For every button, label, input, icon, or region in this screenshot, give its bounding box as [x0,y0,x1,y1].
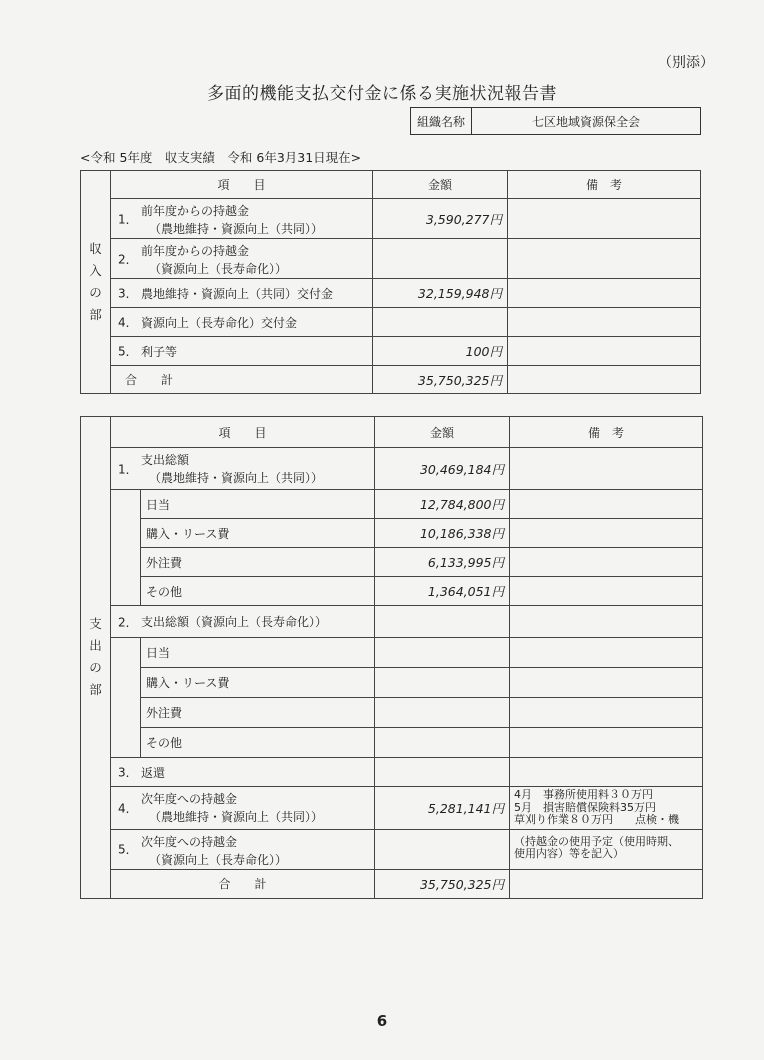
document-title: 多面的機能支払交付金に係る実施状況報告書 [207,84,557,104]
remarks-cell[interactable] [508,239,701,279]
expense-amount-2 [375,606,510,638]
remarks-cell[interactable] [510,490,703,519]
table-row: 5． 利子等 100円 [81,337,701,366]
income-amount-2 [373,239,508,279]
header-remarks: 備 考 [510,417,703,448]
income-section-label: 収 入 の 部 [81,171,111,394]
expense-sub-amount [375,668,510,698]
attachment-note: （別添） [658,55,714,71]
table-row: その他 1,364,051円 [81,577,703,606]
remarks-cell[interactable] [510,638,703,668]
table-row: 3． 返還 [81,758,703,787]
remarks-cell[interactable] [510,519,703,548]
table-row: 1． 前年度からの持越金 （農地維持・資源向上（共同）） 3,590,277円 [81,199,701,239]
table-row: 購入・リース費 10,186,338円 [81,519,703,548]
remarks-cell[interactable] [510,758,703,787]
remarks-cell[interactable] [510,548,703,577]
expense-sub-amount: 10,186,338円 [375,519,510,548]
carryover-remarks: 4月 事務所使用料３０万円 5月 損害賠償保険料35万円 草刈り作業８０万円 点検・機 [510,787,703,830]
remarks-cell[interactable] [508,366,701,394]
table-row: その他 [81,728,703,758]
remarks-cell[interactable] [508,199,701,239]
income-amount-3: 32,159,948円 [373,279,508,308]
expense-total-row: 合 計 35,750,325円 [81,869,703,898]
remarks-cell[interactable] [508,337,701,366]
period-caption: <令和 5年度 収支実績 令和 6年3月31日現在> [80,150,362,165]
expense-sub-amount: 6,133,995円 [375,548,510,577]
remarks-cell[interactable] [510,668,703,698]
expense-sub-amount [375,728,510,758]
table-row: 1． 支出総額 （農地維持・資源向上（共同）） 30,469,184円 [81,448,703,490]
remarks-cell[interactable] [508,308,701,337]
income-amount-5: 100円 [373,337,508,366]
expense-sub-amount: 1,364,051円 [375,577,510,606]
header-remarks: 備 考 [508,171,701,199]
page-number: 6 [376,1012,388,1030]
income-amount-1: 3,590,277円 [373,199,508,239]
remarks-cell[interactable] [510,448,703,490]
header-item: 項 目 [111,171,373,199]
header-item: 項 目 [111,417,375,448]
expense-sub-amount [375,698,510,728]
table-row: 2． 支出総額（資源向上（長寿命化）） [81,606,703,638]
expense-amount-1: 30,469,184円 [375,448,510,490]
header-amount: 金額 [373,171,508,199]
table-row: 外注費 [81,698,703,728]
table-row: 2． 前年度からの持越金 （資源向上（長寿命化）） [81,239,701,279]
expense-amount-3 [375,758,510,787]
remarks-cell[interactable] [510,577,703,606]
table-row: 外注費 6,133,995円 [81,548,703,577]
remarks-cell[interactable] [510,606,703,638]
expense-section-label: 支 出 の 部 [81,417,111,899]
organization-name: 七区地域資源保全会 [531,114,640,129]
expense-table [80,416,703,899]
income-total-amount: 35,750,325円 [373,366,508,394]
carryover-usage-note: （持越金の使用予定（使用時期、 使用内容）等を記入） [510,829,703,869]
table-row: 購入・リース費 [81,668,703,698]
table-row: 3． 農地維持・資源向上（共同）交付金 32,159,948円 [81,279,701,308]
header-amount: 金額 [375,417,510,448]
expense-sub-amount [375,638,510,668]
income-total-row: 合 計 35,750,325円 [81,366,701,394]
remarks-cell[interactable] [508,279,701,308]
table-row: 4． 資源向上（長寿命化）交付金 [81,308,701,337]
expense-amount-4: 5,281,141円 [375,787,510,830]
remarks-cell[interactable] [510,728,703,758]
table-row: 5． 次年度への持越金 （資源向上（長寿命化）） （持越金の使用予定（使用時期、 使用内容）等を記入） [81,829,703,869]
remarks-cell[interactable] [510,698,703,728]
remarks-cell[interactable] [510,869,703,898]
table-row: 日当 [81,638,703,668]
expense-total-amount: 35,750,325円 [375,869,510,898]
expense-amount-5 [375,829,510,869]
income-table [80,170,701,394]
organization-box [410,107,701,135]
organization-label: 組織名称 [411,108,472,134]
expense-sub-amount: 12,784,800円 [375,490,510,519]
table-row: 4． 次年度への持越金 （農地維持・資源向上（共同）） 5,281,141円 4月 事務所使用料３０万円 5月 損害賠償保険料35万円 草刈り作業８０万円 点検・機 [81,787,703,830]
table-row: 日当 12,784,800円 [81,490,703,519]
income-amount-4 [373,308,508,337]
